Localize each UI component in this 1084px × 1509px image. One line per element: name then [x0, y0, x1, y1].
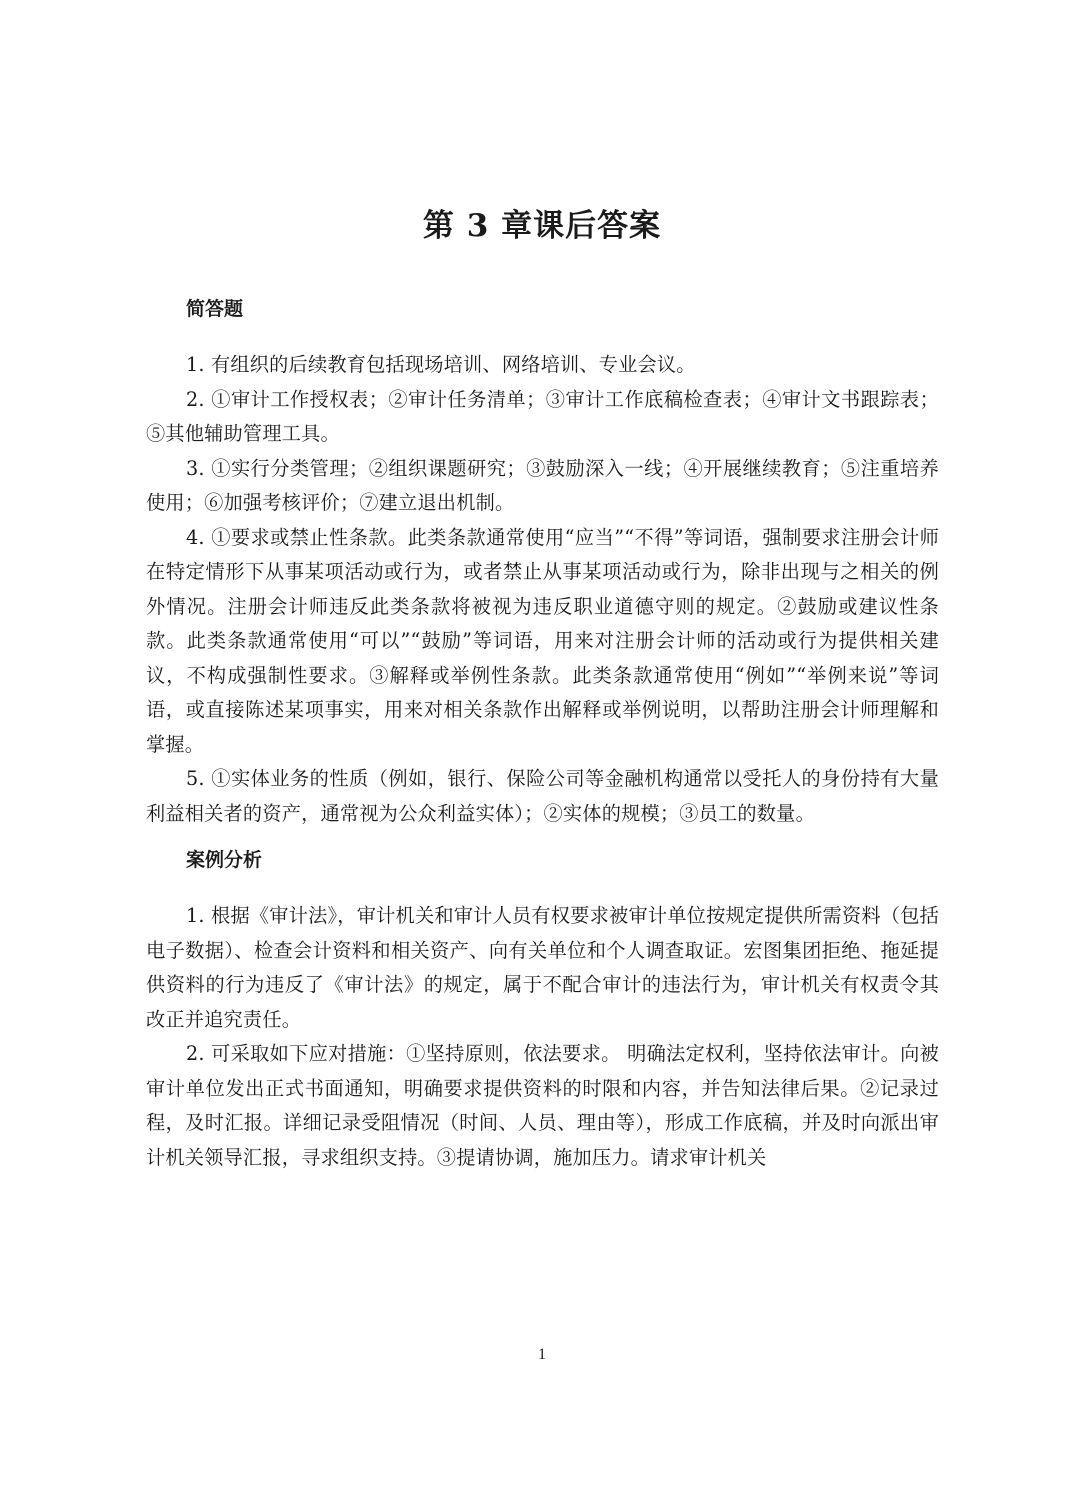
page-number: 1: [538, 1346, 546, 1363]
answer-paragraph-4: 4. ①要求或禁止性条款。此类条款通常使用“应当”“不得”等词语，强制要求注册会计师在特定情形下从事某项活动或行为，或者禁止从事某项活动或行为，除非出现与之相关的例外情况。注册会计师违反此类条款将被视为违反职业道德守则的规定。②鼓励或建议性条款。此类条款通常使用“可以”“鼓励”等词语，用来对注册会计师的活动或行为提供相关建议，不构成强制性要求。③解释或举例性条款。此类条款通常使用“例如”“举例来说”等词语，或直接陈述某项事实，用来对相关条款作出解释或举例说明，以帮助注册会计师理解和掌握。: [146, 525, 939, 756]
answer-paragraph-5: 5. ①实体业务的性质（例如，银行、保险公司等金融机构通常以受托人的身份持有大量利益相关者的资产，通常视为公众利益实体）；②实体的规模；③员工的数量。: [146, 767, 939, 825]
answer-paragraph-2: 2. ①审计工作授权表；②审计任务清单；③审计工作底稿检查表；④审计文书跟踪表；⑤其他辅助管理工具。: [146, 387, 939, 445]
case-paragraph-1: 1. 根据《审计法》，审计机关和审计人员有权要求被审计单位按规定提供所需资料（包括电子数据）、检查会计资料和相关资产、向有关单位和个人调查取证。宏图集团拒绝、拖延提供资料的行为违反了《审计法》的规定，属于不配合审计的违法行为，审计机关有权责令其改正并追究责任。: [146, 904, 939, 1031]
section-heading-short-answer: 简答题: [186, 298, 244, 320]
answer-paragraph-3: 3. ①实行分类管理；②组织课题研究；③鼓励深入一线；④开展继续教育；⑤注重培养使用；⑥加强考核评价；⑦建立退出机制。: [146, 456, 939, 514]
section-heading-case-analysis: 案例分析: [186, 849, 263, 871]
page-title: 第 3 章课后答案: [422, 208, 662, 244]
answer-paragraph-1: 1. 有组织的后续教育包括现场培训、网络培训、专业会议。: [186, 353, 696, 376]
case-paragraph-2: 2. 可采取如下应对措施：①坚持原则，依法要求。 明确法定权利，坚持依法审计。向被审计单位发出正式书面通知，明确要求提供资料的时限和内容，并告知法律后果。②记录过程，及时汇报。详细记录受阻情况（时间、人员、理由等），形成工作底稿，并及时向派出审计机关领导汇报，寻求组织支持。③提请协调，施加压力。请求审计机关: [146, 1042, 939, 1169]
page-content: [146, 292, 939, 1175]
